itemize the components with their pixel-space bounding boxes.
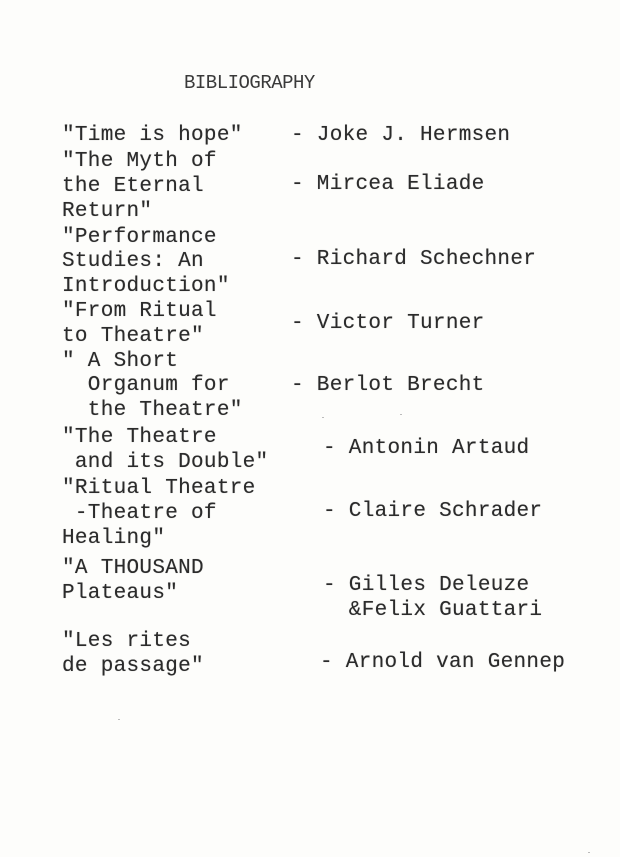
page-title: BIBLIOGRAPHY	[184, 72, 315, 94]
entry-title-line: -Theatre of	[62, 502, 217, 525]
paper-speck	[400, 414, 402, 415]
entry-title-line: Studies: An	[62, 250, 204, 273]
entry-author-line: - Richard Schechner	[291, 248, 537, 271]
entry-title-line: Return"	[62, 200, 153, 223]
entry-title-line: and its Double"	[62, 451, 269, 474]
entry-title-line: Healing"	[62, 527, 166, 550]
entry-author-line: - Berlot Brecht	[291, 374, 485, 397]
entry-title-line: de passage"	[62, 655, 204, 678]
entry-author-line: - Mircea Eliade	[291, 173, 485, 196]
entry-title-line: "A THOUSAND	[62, 557, 204, 580]
entry-title-line: the Theatre"	[62, 399, 243, 422]
entry-title-line: "The Myth of	[62, 150, 217, 173]
entry-author-line: - Victor Turner	[291, 312, 485, 335]
entry-author-line: - Antonin Artaud	[323, 437, 530, 460]
entry-title-line: "Time is hope"	[62, 124, 243, 147]
entry-title-line: Organum for	[62, 374, 230, 397]
entry-title-line: to Theatre"	[62, 325, 204, 348]
entry-title-line: " A Short	[62, 350, 179, 373]
entry-author-line: - Joke J. Hermsen	[291, 124, 511, 147]
entry-author-line: &Felix Guattari	[323, 599, 543, 622]
entry-title-line: Plateaus"	[62, 582, 179, 605]
entry-title-line: "Ritual Theatre	[62, 477, 256, 500]
paper-speck	[322, 417, 324, 418]
entry-author-line: - Arnold van Gennep	[320, 651, 566, 674]
entry-author-line: - Gilles Deleuze	[323, 574, 530, 597]
entry-title-line: "Les rites	[62, 630, 192, 653]
entry-title-line: "Performance	[62, 226, 217, 249]
paper-speck	[588, 852, 590, 853]
entry-title-line: "The Theatre	[62, 426, 217, 449]
entry-author-line: - Claire Schrader	[323, 500, 543, 523]
entry-title-line: "From Ritual	[62, 300, 217, 323]
entry-title-line: the Eternal	[62, 175, 204, 198]
paper-speck	[118, 719, 120, 720]
entry-title-line: Introduction"	[62, 275, 230, 298]
